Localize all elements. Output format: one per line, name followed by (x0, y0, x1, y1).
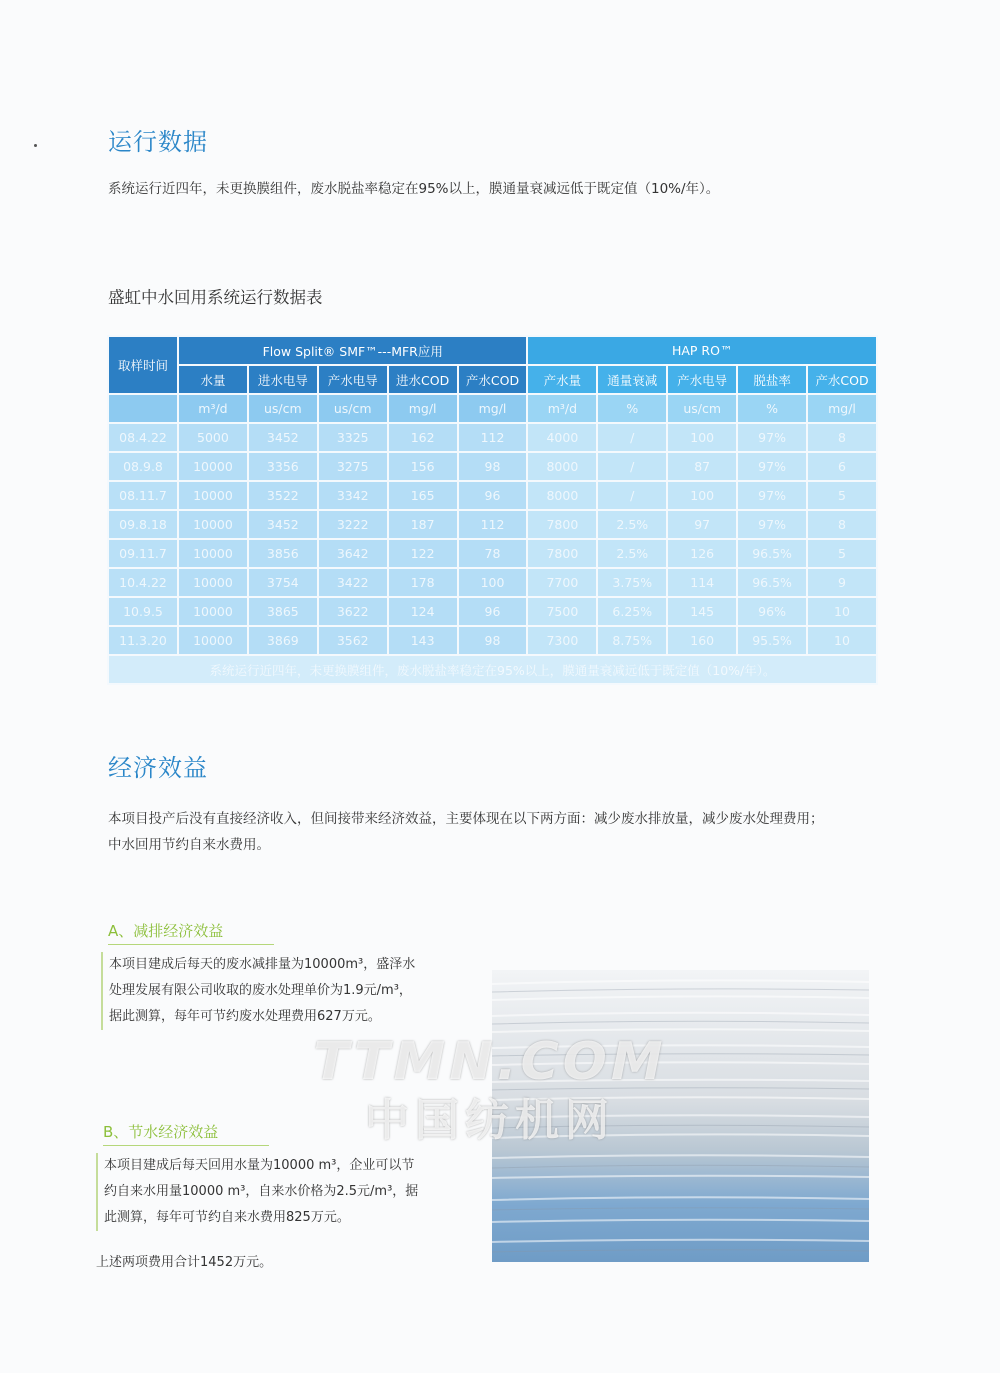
column-header: 产水电导 (668, 366, 736, 393)
table-row (109, 453, 876, 480)
benefit-b-line: 本项目建成后每天回用水量为10000 m³，企业可以节 (104, 1158, 415, 1173)
table-cell: 10 (808, 598, 876, 625)
sample-date-cell: 10.9.5 (109, 598, 177, 625)
table-cell: 3275 (319, 453, 387, 480)
table-cell: 3856 (249, 540, 317, 567)
unit-cell-empty (109, 395, 177, 422)
table-cell: 145 (668, 598, 736, 625)
column-header: 水量 (179, 366, 247, 393)
table-cell: 6 (808, 453, 876, 480)
unit-cell: us/cm (249, 395, 317, 422)
table-cell: 10000 (179, 482, 247, 509)
column-header: 产水COD (808, 366, 876, 393)
table-cell: 10000 (179, 511, 247, 538)
table-row (109, 569, 876, 596)
table-cell: 100 (668, 482, 736, 509)
table-cell: 10000 (179, 627, 247, 654)
table-cell: 3452 (249, 511, 317, 538)
unit-cell: % (738, 395, 806, 422)
table-cell: 160 (668, 627, 736, 654)
table-cell: 100 (668, 424, 736, 451)
table-cell: 3356 (249, 453, 317, 480)
table-cell: 114 (668, 569, 736, 596)
table-cell: 122 (389, 540, 457, 567)
economic-text-line2: 中水回用节约自来水费用。 (108, 837, 270, 853)
table-cell: 6.25% (598, 598, 666, 625)
unit-cell: m³/d (528, 395, 596, 422)
table-row (109, 540, 876, 567)
table-cell: 8000 (528, 482, 596, 509)
table-cell: / (598, 482, 666, 509)
table-title: 盛虹中水回用系统运行数据表 (108, 288, 323, 307)
table-cell: 187 (389, 511, 457, 538)
table-cell: 143 (389, 627, 457, 654)
table-cell: 165 (389, 482, 457, 509)
unit-cell: mg/l (459, 395, 527, 422)
table-cell: 10000 (179, 569, 247, 596)
table-cell: 5 (808, 540, 876, 567)
table-cell: 8 (808, 424, 876, 451)
table-cell: 3562 (319, 627, 387, 654)
table-cell: 3622 (319, 598, 387, 625)
table-cell: 3642 (319, 540, 387, 567)
table-cell: 7300 (528, 627, 596, 654)
benefit-a-line: 处理发展有限公司收取的废水处理单价为1.9元/m³， (109, 983, 412, 998)
column-header: 产水电导 (319, 366, 387, 393)
table-cell: 3.75% (598, 569, 666, 596)
table-cell: 3342 (319, 482, 387, 509)
table-cell: 2.5% (598, 540, 666, 567)
table-cell: 87 (668, 453, 736, 480)
benefit-b-underline (103, 1145, 269, 1146)
sample-date-cell: 09.11.7 (109, 540, 177, 567)
table-cell: 156 (389, 453, 457, 480)
table-cell: 5000 (179, 424, 247, 451)
table-cell: 162 (389, 424, 457, 451)
table-cell: 8.75% (598, 627, 666, 654)
sample-date-cell: 11.3.20 (109, 627, 177, 654)
benefit-b-text (96, 1153, 469, 1231)
table-cell: 3452 (249, 424, 317, 451)
table-cell: / (598, 453, 666, 480)
benefit-a-label: A、减排经济效益 (108, 922, 224, 940)
table-cell: 3325 (319, 424, 387, 451)
sample-date-cell: 08.9.8 (109, 453, 177, 480)
table-cell: 3754 (249, 569, 317, 596)
column-header: 通量衰减 (598, 366, 666, 393)
table-cell: 96.5% (738, 540, 806, 567)
unit-cell: % (598, 395, 666, 422)
benefit-a-underline (108, 944, 274, 945)
table-cell: 97% (738, 511, 806, 538)
economic-benefit-title: 经济效益 (108, 754, 208, 782)
table-cell: 95.5% (738, 627, 806, 654)
table-cell: 97% (738, 482, 806, 509)
table-cell: 9 (808, 569, 876, 596)
table-cell: 96.5% (738, 569, 806, 596)
column-header: 产水量 (528, 366, 596, 393)
table-cell: 124 (389, 598, 457, 625)
table-cell: 78 (459, 540, 527, 567)
column-header: 产水COD (459, 366, 527, 393)
table-cell: 98 (459, 453, 527, 480)
table-cell: 100 (459, 569, 527, 596)
table-row (109, 424, 876, 451)
table-cell: 3865 (249, 598, 317, 625)
table-cell: 96% (738, 598, 806, 625)
table-cell: 7700 (528, 569, 596, 596)
table-cell: 7800 (528, 511, 596, 538)
watermark (270, 1032, 710, 1148)
table-cell: 8 (808, 511, 876, 538)
operation-data-table (107, 335, 878, 685)
table-cell: 7800 (528, 540, 596, 567)
table-cell: 3222 (319, 511, 387, 538)
scan-dot (34, 144, 37, 147)
table-cell: 2.5% (598, 511, 666, 538)
table-row (109, 511, 876, 538)
table-cell: 112 (459, 424, 527, 451)
group-header-smf: Flow Split® SMF™---MFR应用 (179, 337, 526, 364)
watermark-line2: 中国纺机网 (365, 1095, 615, 1146)
table-cell: 97% (738, 453, 806, 480)
watermark-line1: TTMN.COM (313, 1032, 667, 1092)
unit-cell: m³/d (179, 395, 247, 422)
table-cell: 97% (738, 424, 806, 451)
unit-cell: mg/l (389, 395, 457, 422)
table-cell: 3522 (249, 482, 317, 509)
benefit-b-line: 约自来水用量10000 m³，自来水价格为2.5元/m³，据 (104, 1184, 419, 1199)
sample-date-cell: 09.8.18 (109, 511, 177, 538)
table-cell: 96 (459, 482, 527, 509)
economic-text-line1: 本项目投产后没有直接经济收入，但间接带来经济效益，主要体现在以下两方面：减少废水排放量，减少废水处理费用； (108, 811, 824, 827)
table-footer-note: 系统运行近四年，未更换膜组件，废水脱盐率稳定在95%以上，膜通量衰减远低于既定值（10%/年）。 (109, 656, 876, 683)
table-cell: 8000 (528, 453, 596, 480)
table-row (109, 482, 876, 509)
table-row (109, 627, 876, 654)
benefit-a-line: 本项目建成后每天的废水减排量为10000m³，盛泽水 (109, 957, 416, 972)
column-header: 进水电导 (249, 366, 317, 393)
unit-cell: us/cm (319, 395, 387, 422)
table-cell: 3422 (319, 569, 387, 596)
benefit-b-label: B、节水经济效益 (103, 1123, 219, 1141)
sample-date-cell: 10.4.22 (109, 569, 177, 596)
benefit-a-text (101, 952, 469, 1030)
summary-text: 上述两项费用合计1452万元。 (96, 1255, 273, 1270)
column-header: 脱盐率 (738, 366, 806, 393)
sample-date-cell: 08.11.7 (109, 482, 177, 509)
table-cell: 112 (459, 511, 527, 538)
table-cell: 97 (668, 511, 736, 538)
table-cell: 10 (808, 627, 876, 654)
table-cell: 5 (808, 482, 876, 509)
table-cell: 7500 (528, 598, 596, 625)
table-cell: / (598, 424, 666, 451)
benefit-b-line: 此测算，每年可节约自来水费用825万元。 (104, 1210, 350, 1225)
operation-data-text: 系统运行近四年，未更换膜组件，废水脱盐率稳定在95%以上，膜通量衰减远低于既定值（10%/年）。 (108, 181, 720, 197)
table-cell: 10000 (179, 453, 247, 480)
table-cell: 98 (459, 627, 527, 654)
column-header: 进水COD (389, 366, 457, 393)
operation-data-title: 运行数据 (108, 128, 208, 156)
table-cell: 10000 (179, 598, 247, 625)
group-header-ro: HAP RO™ (528, 337, 876, 364)
time-header: 取样时间 (109, 337, 177, 393)
table-cell: 126 (668, 540, 736, 567)
table-cell: 10000 (179, 540, 247, 567)
unit-cell: us/cm (668, 395, 736, 422)
table-cell: 4000 (528, 424, 596, 451)
table-cell: 178 (389, 569, 457, 596)
unit-cell: mg/l (808, 395, 876, 422)
sample-date-cell: 08.4.22 (109, 424, 177, 451)
table-cell: 3869 (249, 627, 317, 654)
benefit-a-line: 据此测算，每年可节约废水处理费用627万元。 (109, 1009, 381, 1024)
table-row (109, 598, 876, 625)
table-cell: 96 (459, 598, 527, 625)
